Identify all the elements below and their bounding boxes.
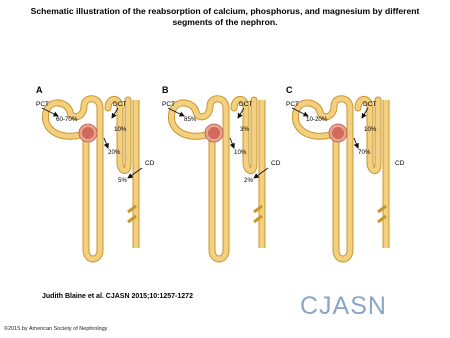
title-line-2: segments of the nephron. <box>172 17 278 27</box>
panel-a <box>36 85 155 259</box>
panel-b <box>162 85 281 259</box>
loop-value: 70% <box>358 149 371 156</box>
loop-value: 10% <box>234 149 247 156</box>
glomerulus <box>205 124 223 142</box>
pct-value: 10-20% <box>306 116 328 123</box>
pct-label: PCT <box>162 101 175 108</box>
panel-c <box>286 85 405 259</box>
dct-label: DCT <box>239 101 253 108</box>
cd-label: CD <box>271 160 281 167</box>
loop-arrow <box>104 138 108 148</box>
loop-value: 20% <box>108 149 121 156</box>
panel-letter: C <box>286 85 293 95</box>
cd-value: 5% <box>118 177 127 184</box>
cd-label: CD <box>395 160 405 167</box>
panel-letter: B <box>162 85 169 95</box>
loop-arrow <box>354 138 358 148</box>
pct-label: PCT <box>286 101 299 108</box>
pct-label: PCT <box>36 101 49 108</box>
loop-arrow <box>230 138 234 148</box>
title-line-1: Schematic illustration of the reabsorption of calcium, phosphorus, and magnesium by different <box>30 6 420 16</box>
pct-value: 60-70% <box>56 116 78 123</box>
dct-label: DCT <box>363 101 377 108</box>
copyright-notice: ©2015 by American Society of Nephrology <box>4 326 108 332</box>
citation: Judith Blaine et al. CJASN 2015;10:1257-1272 <box>42 293 193 300</box>
dct-value: 10% <box>114 126 127 133</box>
cd-value: 2% <box>244 177 253 184</box>
dct-value: 3% <box>240 126 249 133</box>
dct-value: 10% <box>364 126 377 133</box>
pct-value: 85% <box>184 116 197 123</box>
dct-label: DCT <box>113 101 127 108</box>
glomerulus <box>329 124 347 142</box>
cd-label: CD <box>145 160 155 167</box>
panel-letter: A <box>36 85 43 95</box>
journal-logo: CJASN <box>300 292 387 320</box>
glomerulus <box>79 124 97 142</box>
